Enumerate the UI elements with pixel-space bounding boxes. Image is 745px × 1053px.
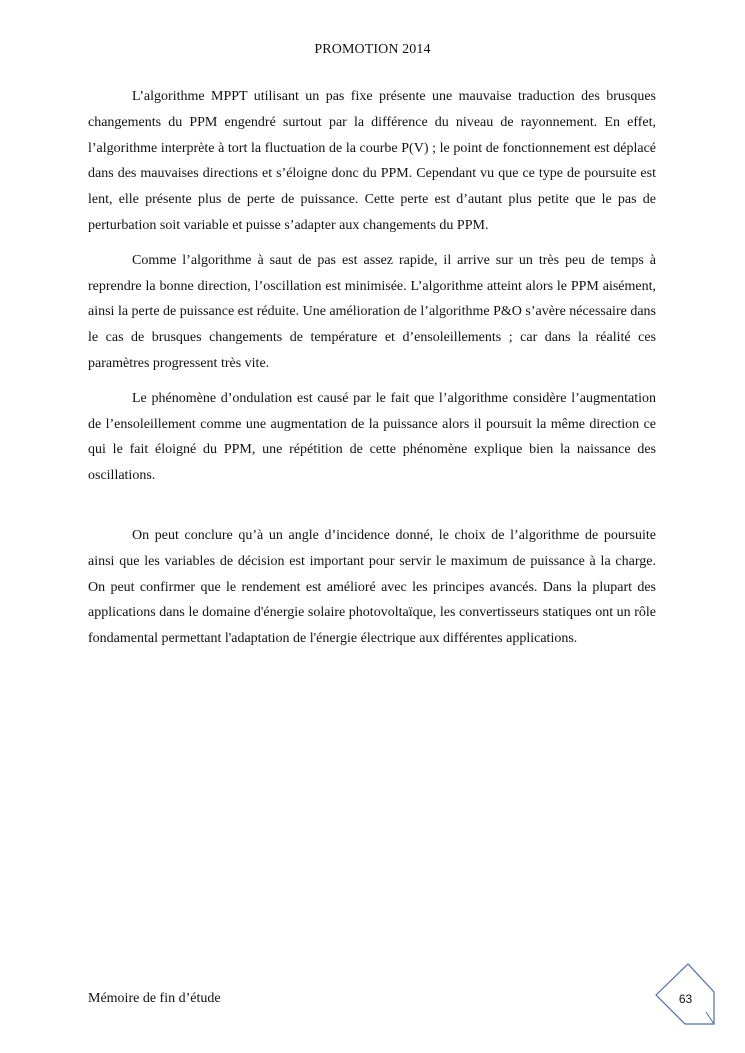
page-body: [88, 84, 656, 661]
paragraph-conclusion: On peut conclure qu’à un angle d’incidence donné, le choix de l’algorithme de poursuite ainsi que les variables de décision est important pour servir le maximum de puissance à la charge. On peut confirmer que le rendement est amélioré avec les principes avancés. Dans la plupart des applications dans le domaine d'énergie solaire photovoltaïque, les convertisseurs statiques ont un rôle fondamental permettant l'adaptation de l'énergie électrique aux différentes applications.: [88, 527, 656, 647]
footer-title: Mémoire de fin d’étude: [88, 991, 221, 1006]
page-number: 63: [678, 992, 693, 1006]
page-header: PROMOTION 2014: [314, 42, 431, 57]
paragraph-mppt-fixed-step: L’algorithme MPPT utilisant un pas fixe présente une mauvaise traduction des brusques changements du PPM engendré surtout par la différence du niveau de rayonnement. En effet, l’algorithme interprète à tort la fluctuation de la courbe P(V) ; le point de fonctionnement est déplacé dans des mauvaises directions et s’éloigne donc du PPM. Cependant vu que ce type de poursuite est lent, elle présente plus de perte de puissance. Cette perte est d’autant plus petite que le pas de perturbation soit variable et puisse s’adapter aux changements du PPM.: [88, 89, 656, 233]
paragraph-oscillation: Le phénomène d’ondulation est causé par le fait que l’algorithme considère l’augmentation de l’ensoleillement comme une augmentation de la puissance alors il poursuit la même direction ce qui le fait éloigné du PPM, une répétition de cette phénomène explique bien la naissance des oscillations.: [88, 390, 656, 484]
paragraph-step-jump: Comme l’algorithme à saut de pas est assez rapide, il arrive sur un très peu de temps à reprendre la bonne direction, l’oscillation est minimisée. L’algorithme atteint alors le PPM aisément, ainsi la perte de puissance est réduite. Une amélioration de l’algorithme P&O s’avère nécessaire dans le cas de brusques changements de température et d’ensoleillements ; car dans la réalité ces paramètres progressent très vite.: [88, 252, 656, 371]
